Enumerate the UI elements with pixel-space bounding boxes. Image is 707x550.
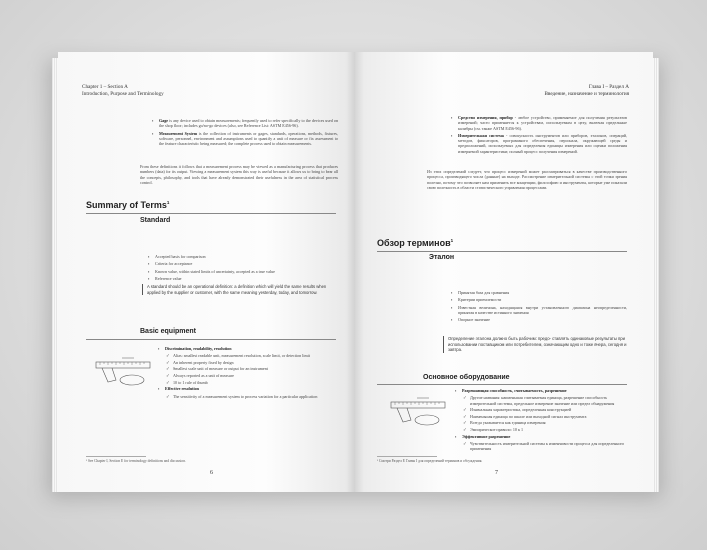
list-item: ▪ Reference value — [148, 276, 338, 281]
left-effective-title: ▪ Effective resolution — [158, 386, 338, 391]
left-intro-paragraph: From these definitions it follows that a measurement process may be viewed as a manufacturing process that produces numbers (data) for its output. Viewing a measurement system this way is useful because it allows us to bring to bear all the concepts, philosophy, and tools that have already demonstrated their usefulness in the area of statistical process control. — [140, 164, 338, 185]
right-basic-list — [455, 388, 627, 453]
list-item: ✓ Другие названия: наименьшая считываемая единица, разрешение способность измерительной системы, предельное измерение значение или предел обнаружения — [463, 395, 627, 406]
right-standard-list — [451, 290, 627, 324]
list-item: ✓ An inherent property fixed by design — [166, 360, 338, 365]
list-item: ✓ Всегда указывается как единица измерения — [463, 420, 627, 425]
right-header-line1: Глава I – Раздел А — [588, 84, 629, 90]
left-header-line1: Chapter 1 – Section A — [82, 84, 128, 90]
left-standard-note: A standard should be an operational definition: a definition which will yield the same results when applied by the supplier or customer, with the same meaning yesterday, today, and tomorrow. — [142, 284, 335, 295]
right-page-header — [544, 84, 629, 97]
left-intro-bullets — [152, 118, 338, 148]
right-intro-paragraph: Из этих определений следует, что процесс измерений может рассматриваться в качестве производственного процесса, производящего числа (данные) на выходе. Рассмотрение измерительной системы с этой точки зрения полезно, потому что позволяет нам применить все концепции, философию и инструменты, которые уже показали свою полезность в области статистического управления процессами. — [427, 169, 627, 190]
left-footnote-rule — [86, 456, 146, 457]
left-intro-bullet: ▪ Measurement System is the collection of instruments or gages, standards, operations, methods, fixtures, software, personnel, environment and assumptions used to quantify a unit of measure or fix assessment to the feature characteristic being measured; the complete process used to obtain measurements. — [152, 131, 338, 147]
right-summary-rule — [377, 251, 627, 252]
right-footnote-rule — [377, 456, 437, 457]
list-item: ▪ Known value, within stated limits of uncertainty, accepted as a true value — [148, 269, 338, 274]
list-item: ✓ Изначальная характеристика, определенная конструкцией — [463, 407, 627, 412]
right-page-number: 7 — [495, 470, 498, 476]
right-standard-note: Определение эталона должно быть рабочим: предо- ставлять одинаковые результаты при использовании поставщиком или потребителем, означающим одно и тоже вчера, сегодня и завтра. — [443, 336, 628, 353]
right-discrimination-title: ▪ Разрешающая способность, считываемость, разрешение — [455, 388, 627, 393]
list-item: ▪ Опорное значение — [451, 317, 627, 322]
list-item: ✓ Чувствительность измерительной системы к изменчивости процесса для определенного применения — [463, 441, 627, 452]
left-page-number: 6 — [210, 470, 213, 476]
right-summary-title: Обзор терминов$^1$ — [377, 238, 454, 248]
right-header-line2: Введение, назначение и терминология — [544, 90, 629, 97]
list-item: ✓ 10 to 1 rule of thumb — [166, 380, 338, 385]
list-item: ✓ The sensitivity of a measurement system to process variation for a particular application — [166, 394, 338, 399]
right-standard-title: Эталон — [429, 254, 455, 261]
right-effective-title: ▪ Эффективное разрешение — [455, 434, 627, 439]
list-item: ▪ Принятая база для сравнения — [451, 290, 627, 295]
list-item: ✓ Smallest scale unit of measure or output for an instrument — [166, 366, 338, 371]
list-item: ▪ Criteria for acceptance — [148, 261, 338, 266]
left-discrimination-title: ▪ Discrimination, readability, resolution — [158, 346, 338, 351]
right-intro-bullets — [451, 115, 627, 156]
list-item: ✓ Эмпирическое правило: 10 к 1 — [463, 427, 627, 432]
list-item: ▪ Известная величина, находящаяся внутри установленного диапазона неопределенности, принятая в качестве истинного значения — [451, 305, 627, 316]
left-basic-list — [158, 346, 338, 400]
right-basic-title: Основное оборудование — [423, 374, 510, 381]
left-intro-bullet: ▪ Gage is any device used to obtain measurements; frequently used to refer specifically to the devices used on the shop floor; includes go/no-go devices (also, see Reference List: ASTM E456-96). — [152, 118, 338, 129]
right-intro-bullet: ▪ Измерительная система - совокупность инструментов или приборов, эталонов, операций, методов, фиксаторов, программного обеспечения, персонала, окружающей среды и предположений, используемых для определения единицы измерения или оценки положения измеряемой характеристики; полный процесс получения измерений. — [451, 133, 627, 154]
right-page — [355, 52, 653, 492]
caliper-illustration — [94, 350, 154, 390]
left-basic-rule — [86, 339, 336, 340]
left-page-header — [82, 84, 164, 97]
right-intro-bullet: ▪ Средство измерения, прибор - любое устройство, применяемое для получения результатов измерений; часто применяется к устройствам, используемым в цеху, включая предельные калибры (см. также ASTM E456-96). — [451, 115, 627, 131]
left-basic-title: Basic equipment — [140, 328, 197, 335]
left-summary-rule — [86, 213, 336, 214]
left-summary-title: Summary of Terms$^1$ — [86, 200, 170, 210]
left-standard-title: Standard — [140, 217, 171, 224]
list-item: ✓ Alias: smallest readable unit, measurement resolution, scale limit, or detection limit — [166, 353, 338, 358]
right-footnote: ¹ Смотри Раздел Е Главы I для определений терминов и обсуждения. — [377, 459, 483, 463]
list-item: ✓ Наименьшая единица по шкале или выходной сигнал инструмента — [463, 414, 627, 419]
left-footnote: ¹ See Chapter I, Section E for terminology definitions and discussion. — [86, 459, 186, 463]
left-header-line2: Introduction, Purpose and Terminology — [82, 90, 164, 97]
left-standard-list — [148, 254, 338, 283]
left-page — [58, 52, 355, 492]
list-item: ▪ Критерии приемлемости — [451, 297, 627, 302]
right-basic-rule — [377, 384, 627, 385]
list-item: ▪ Accepted basis for comparison — [148, 254, 338, 259]
caliper-illustration — [389, 390, 449, 430]
list-item: ✓ Always reported as a unit of measure — [166, 373, 338, 378]
